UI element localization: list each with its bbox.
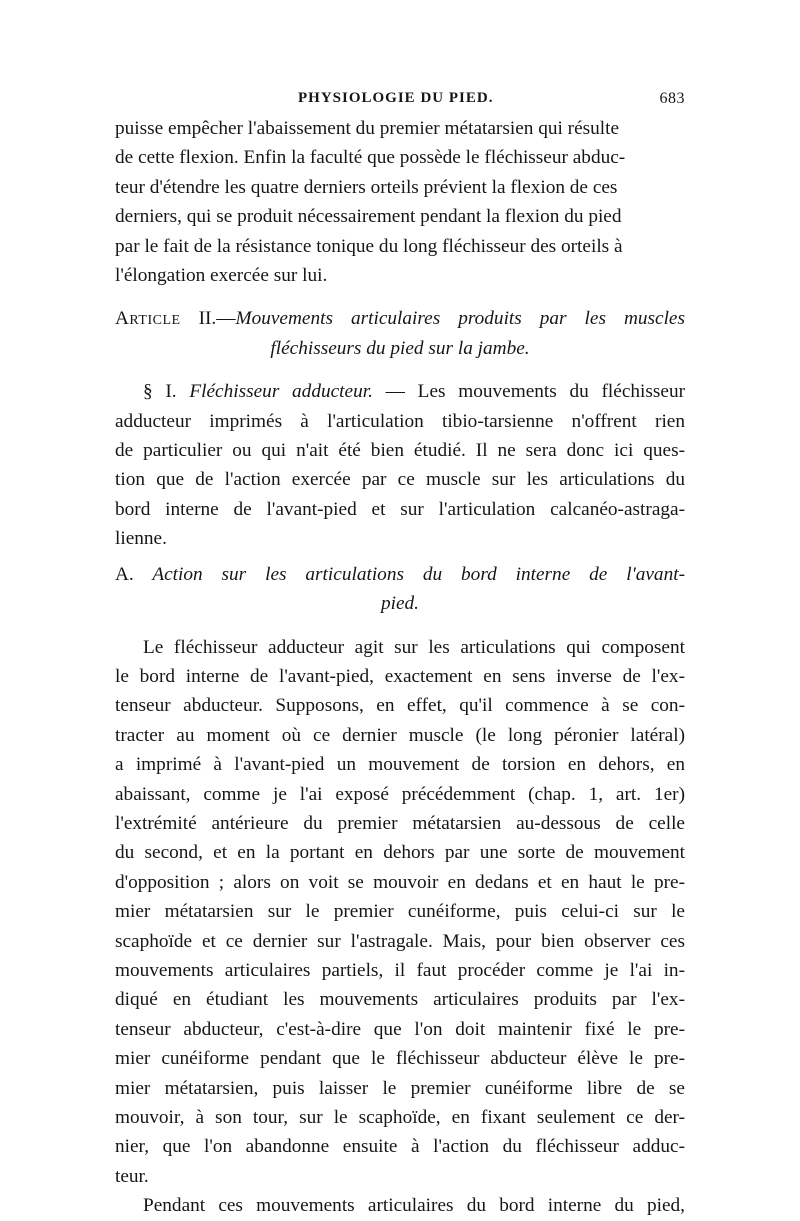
article-heading [115,304,685,363]
text-line: lienne. [115,528,167,550]
text-line: Le fléchisseur adducteur agit sur les articulations qui composent [143,636,685,658]
subsection-title: Action sur les articulations du bord interne de l'avant- [152,563,685,585]
text-line: teur. [115,1165,149,1187]
paragraph-continued [115,114,685,290]
text-line: de cette flexion. Enfin la faculté que possède le fléchisseur abduc- [115,147,626,169]
book-page [115,90,685,1221]
subsection-heading [115,560,685,619]
text-line: le bord interne de l'avant-pied, exactement en sens inverse de l'ex- [115,665,685,687]
text-line: mier métatarsien sur le premier cunéiforme, puis celui-ci sur le [115,901,685,923]
section-mark: § I. [143,381,177,403]
text-line: Pendant ces mouvements articulaires du bord interne du pied, [143,1195,685,1217]
text-line: mouvements articulaires partiels, il faut procéder comme je l'ai in- [115,959,685,981]
text-line: scaphoïde et ce dernier sur l'astragale. Mais, pour bien observer ces [115,930,685,952]
text-line: derniers, qui se produit nécessairement pendant la flexion du pied [115,206,622,228]
text-line: nier, que l'on abandonne ensuite à l'action du fléchisseur adduc- [115,1136,685,1158]
subsection-letter: A. [115,563,134,585]
section-first-line: § I. Fléchisseur adducteur. — Les mouvements du fléchisseur [143,381,686,403]
text-line: puisse empêcher l'abaissement du premier métatarsien qui résulte [115,118,620,139]
article-dash: — [216,308,236,330]
text-line: mier métatarsien, puis laisser le premier cunéiforme libre de se [115,1077,685,1099]
article-title-continued: fléchisseurs du pied sur la jambe. [270,337,530,359]
text-line: adducteur imprimés à l'articulation tibio-tarsienne n'offrent rien [115,410,685,432]
section-paragraph [115,377,685,553]
article-label: Article [115,308,181,330]
article-heading-line [115,304,685,333]
subsection-title-continued: pied. [380,593,420,615]
main-paragraph [115,633,685,1192]
text-line: tracter au moment où ce dernier muscle (le long péronier latéral) [115,724,685,746]
text-line: mier cunéiforme pendant que le fléchisseur abducteur élève le pre- [115,1048,685,1070]
text-line: l'extrémité antérieure du premier métatarsien au-dessous de celle [115,812,685,834]
text-line: mouvoir, à son tour, sur le scaphoïde, en fixant seulement ce der- [115,1107,685,1128]
running-header [115,90,685,114]
text-line: l'élongation exercée sur lui. [115,265,328,287]
text-line: du second, et en la portant en dehors par une sorte de mouvement [115,842,685,864]
text-line: tenseur abducteur, c'est-à-dire que l'on doit maintenir fixé le pre- [115,1018,685,1040]
text-line: tion que de l'action exercée par ce muscle sur les articulations du [115,469,685,491]
next-paragraph [115,1191,685,1220]
text-line: Les mouvements du fléchisseur [417,381,686,403]
text-line: diqué en étudiant les mouvements articulaires produits par l'ex- [115,989,685,1011]
article-title: Mouvements articulaires produits par les muscles [235,308,685,330]
page-number: 683 [659,90,685,107]
text-line: a imprimé à l'avant-pied un mouvement de torsion en dehors, en [115,754,685,776]
subsection-heading-line [115,560,685,589]
text-line: abaissant, comme je l'ai exposé précédemment (chap. 1, art. 1er) [115,783,685,805]
running-title: PHYSIOLOGIE DU PIED. [298,90,494,106]
section-heading: Fléchisseur adducteur. [189,381,373,403]
text-line: teur d'étendre les quatre derniers orteils prévient la flexion de ces [115,176,618,198]
article-number: II. [198,308,217,330]
text-line: bord interne de l'avant-pied et sur l'articulation calcanéo-astraga- [115,498,685,520]
text-line: tenseur abducteur. Supposons, en effet, qu'il commence à se con- [115,695,685,717]
text-line: d'opposition ; alors on voit se mouvoir en dedans et en haut le pre- [115,871,685,893]
text-line: de particulier ou qui n'ait été bien étudié. Il ne sera donc ici ques- [115,440,685,462]
text-line: par le fait de la résistance tonique du long fléchisseur des orteils à [115,235,623,257]
